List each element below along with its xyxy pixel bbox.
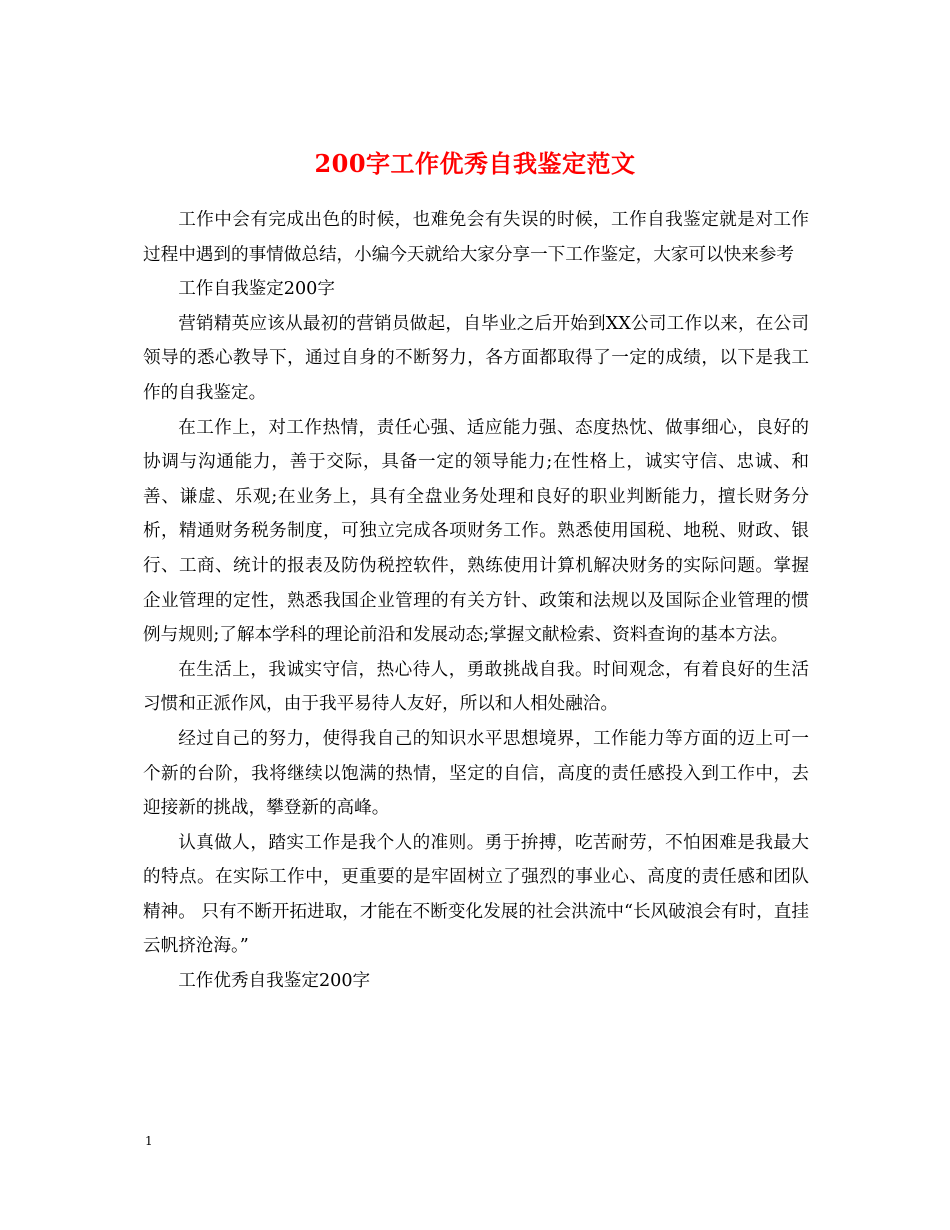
paragraph-principles: 认真做人，踏实工作是我个人的准则。勇于拚搏，吃苦耐劳，不怕困难是我最大的特点。在实际工作中，更重要的是牢固树立了强烈的事业心、高度的责任感和团队精神。 只有不断开拓进取，才能在不断变化发展的社会洪流中“长风破浪会有时，直挂云帆挤沧海。” [143,832,809,957]
paragraph-progress: 经过自己的努力，使得我自己的知识水平思想境界，工作能力等方面的迈上可一个新的台阶，我将继续以饱满的热情，坚定的自信，高度的责任感投入到工作中，去迎接新的挑战，攀登新的高峰。 [143,728,809,819]
paragraph-section-heading-2: 工作优秀自我鉴定200字 [178,971,371,992]
paragraph-work-qualities: 在工作上，对工作热情，责任心强、适应能力强、态度热忱、做事细心，良好的协调与沟通能力，善于交际，具备一定的领导能力;在性格上，诚实守信、忠诚、和善、谦虚、乐观;在业务上，具有全盘业务处理和良好的职业判断能力，擅长财务分析，精通财务税务制度，可独立完成各项财务工作。熟悉使用国税、地税、财政、银行、工商、统计的报表及防伪税控软件，熟练使用计算机解决财务的实际问题。掌握企业管理的定性，熟悉我国企业管理的有关方针、政策和法规以及国际企业管理的惯例与规则;了解本学科的理论前沿和发展动态;掌握文献检索、资料查询的基本方法。 [143,417,809,646]
paragraph-intro: 工作中会有完成出色的时候，也难免会有失误的时候，工作自我鉴定就是对工作过程中遇到的事情做总结，小编今天就给大家分享一下工作鉴定，大家可以快来参考 [143,210,809,265]
paragraph-career-start: 营销精英应该从最初的营销员做起，自毕业之后开始到XX公司工作以来，在公司领导的悉心教导下，通过自身的不断努力，各方面都取得了一定的成绩，以下是我工作的自我鉴定。 [143,313,809,403]
paragraph-life: 在生活上，我诚实守信，热心待人，勇敢挑战自我。时间观念，有着良好的生活习惯和正派作风，由于我平易待人友好，所以和人相处融洽。 [143,659,809,715]
paragraph-section-heading-1: 工作自我鉴定200字 [178,279,335,300]
document-title: 200字工作优秀自我鉴定范文 [314,149,636,179]
document-body [143,203,809,999]
page-number: 1 [145,1134,153,1148]
